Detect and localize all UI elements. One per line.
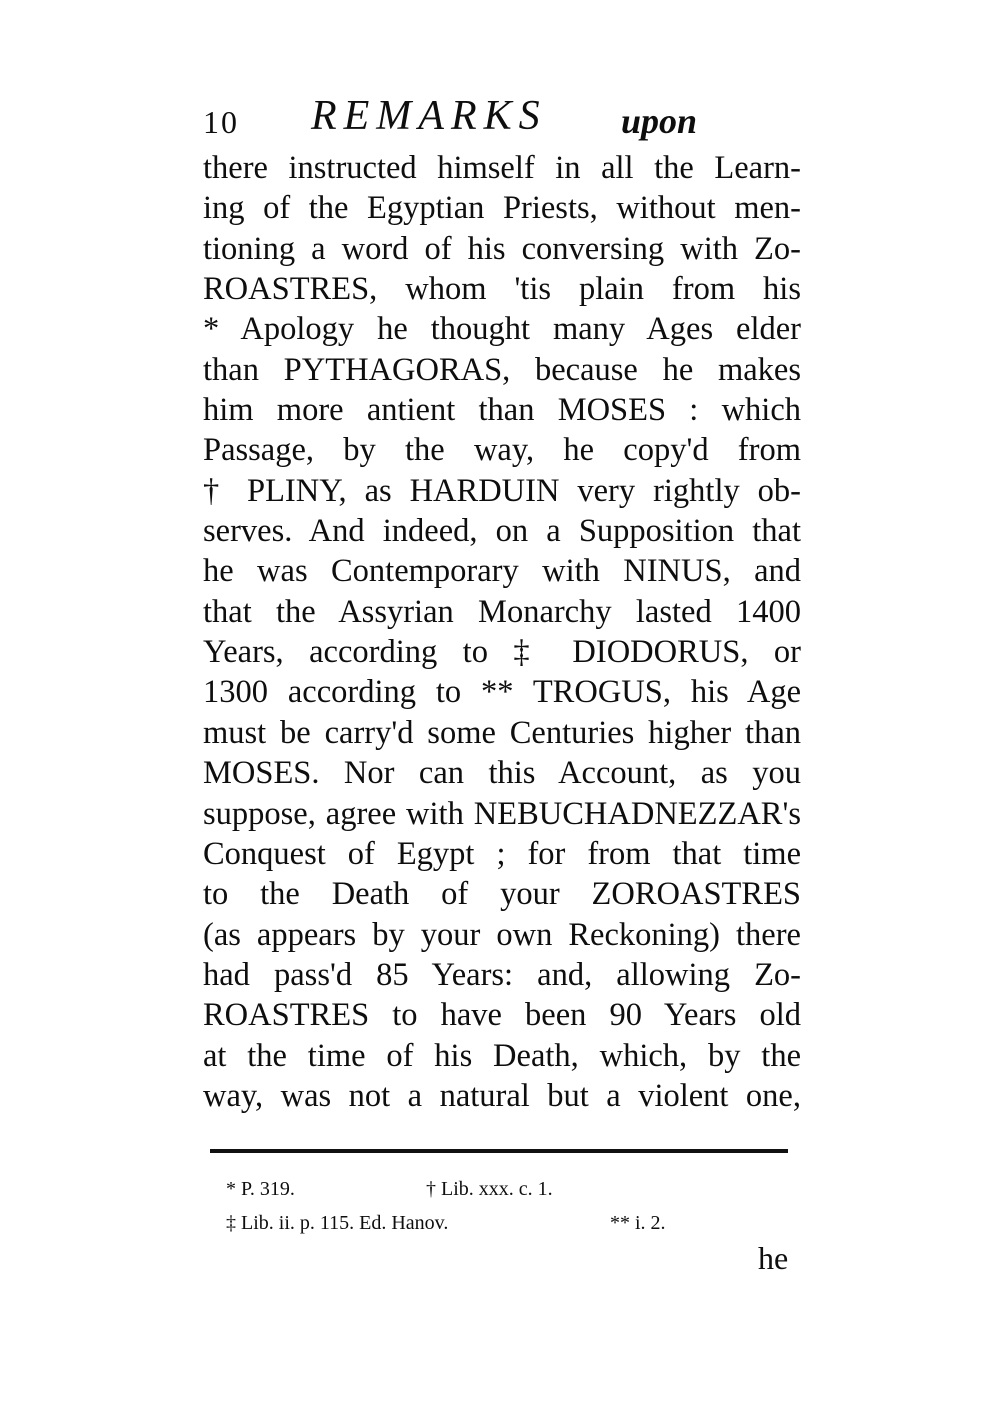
- text-line: * Apology he thought many Ages elder: [203, 311, 801, 348]
- catchword: he: [758, 1240, 789, 1276]
- text-line: he was Contemporary with NINUS, and: [203, 553, 801, 590]
- text-line: ROASTRES to have been 90 Years old: [203, 997, 801, 1034]
- text-line: Conquest of Egypt ; for from that time: [203, 835, 801, 872]
- text-line: that the Assyrian Monarchy lasted 1400: [203, 593, 801, 630]
- text-line: ROASTRES, whom 'tis plain from his: [203, 271, 801, 308]
- text-line: way, was not a natural but a violent one,: [203, 1077, 801, 1114]
- running-title-suffix: upon: [621, 101, 698, 141]
- footnote: † Lib. xxx. c. 1.: [426, 1178, 553, 1200]
- footnote: * P. 319.: [226, 1178, 295, 1200]
- text-line: (as appears by your own Reckoning) there: [203, 916, 801, 953]
- text-line: MOSES. Nor can this Account, as you: [203, 755, 801, 792]
- body-text: [203, 148, 801, 1116]
- text-line: ing of the Egyptian Priests, without men-: [203, 190, 801, 227]
- footnote-rule: [210, 1149, 788, 1153]
- text-line: at the time of his Death, which, by the: [203, 1037, 801, 1074]
- text-line: tioning a word of his conversing with Zo-: [203, 230, 801, 267]
- footnote: ** i. 2.: [610, 1212, 666, 1234]
- footnote: ‡ Lib. ii. p. 115. Ed. Hanov.: [226, 1212, 449, 1234]
- page-number: 10: [203, 104, 239, 140]
- text-line: than PYTHAGORAS, because he makes: [203, 351, 801, 388]
- text-line: to the Death of your ZOROASTRES: [203, 876, 801, 913]
- text-line: suppose, agree with NEBUCHADNEZZAR's: [203, 795, 801, 832]
- text-line: † PLINY, as HARDUIN very rightly ob-: [203, 472, 801, 509]
- text-line: serves. And indeed, on a Supposition that: [203, 513, 801, 550]
- text-line: must be carry'd some Centuries higher than: [203, 714, 801, 751]
- text-line: there instructed himself in all the Learn-: [203, 150, 801, 186]
- text-line: Years, according to ‡ DIODORUS, or: [203, 634, 801, 671]
- text-line: him more antient than MOSES : which: [203, 392, 801, 429]
- text-line: had pass'd 85 Years: and, allowing Zo-: [203, 956, 801, 993]
- running-title: REMARKS: [311, 93, 547, 139]
- running-header: [203, 92, 803, 148]
- text-line: 1300 according to ** TROGUS, his Age: [203, 674, 801, 711]
- text-line: Passage, by the way, he copy'd from: [203, 432, 801, 469]
